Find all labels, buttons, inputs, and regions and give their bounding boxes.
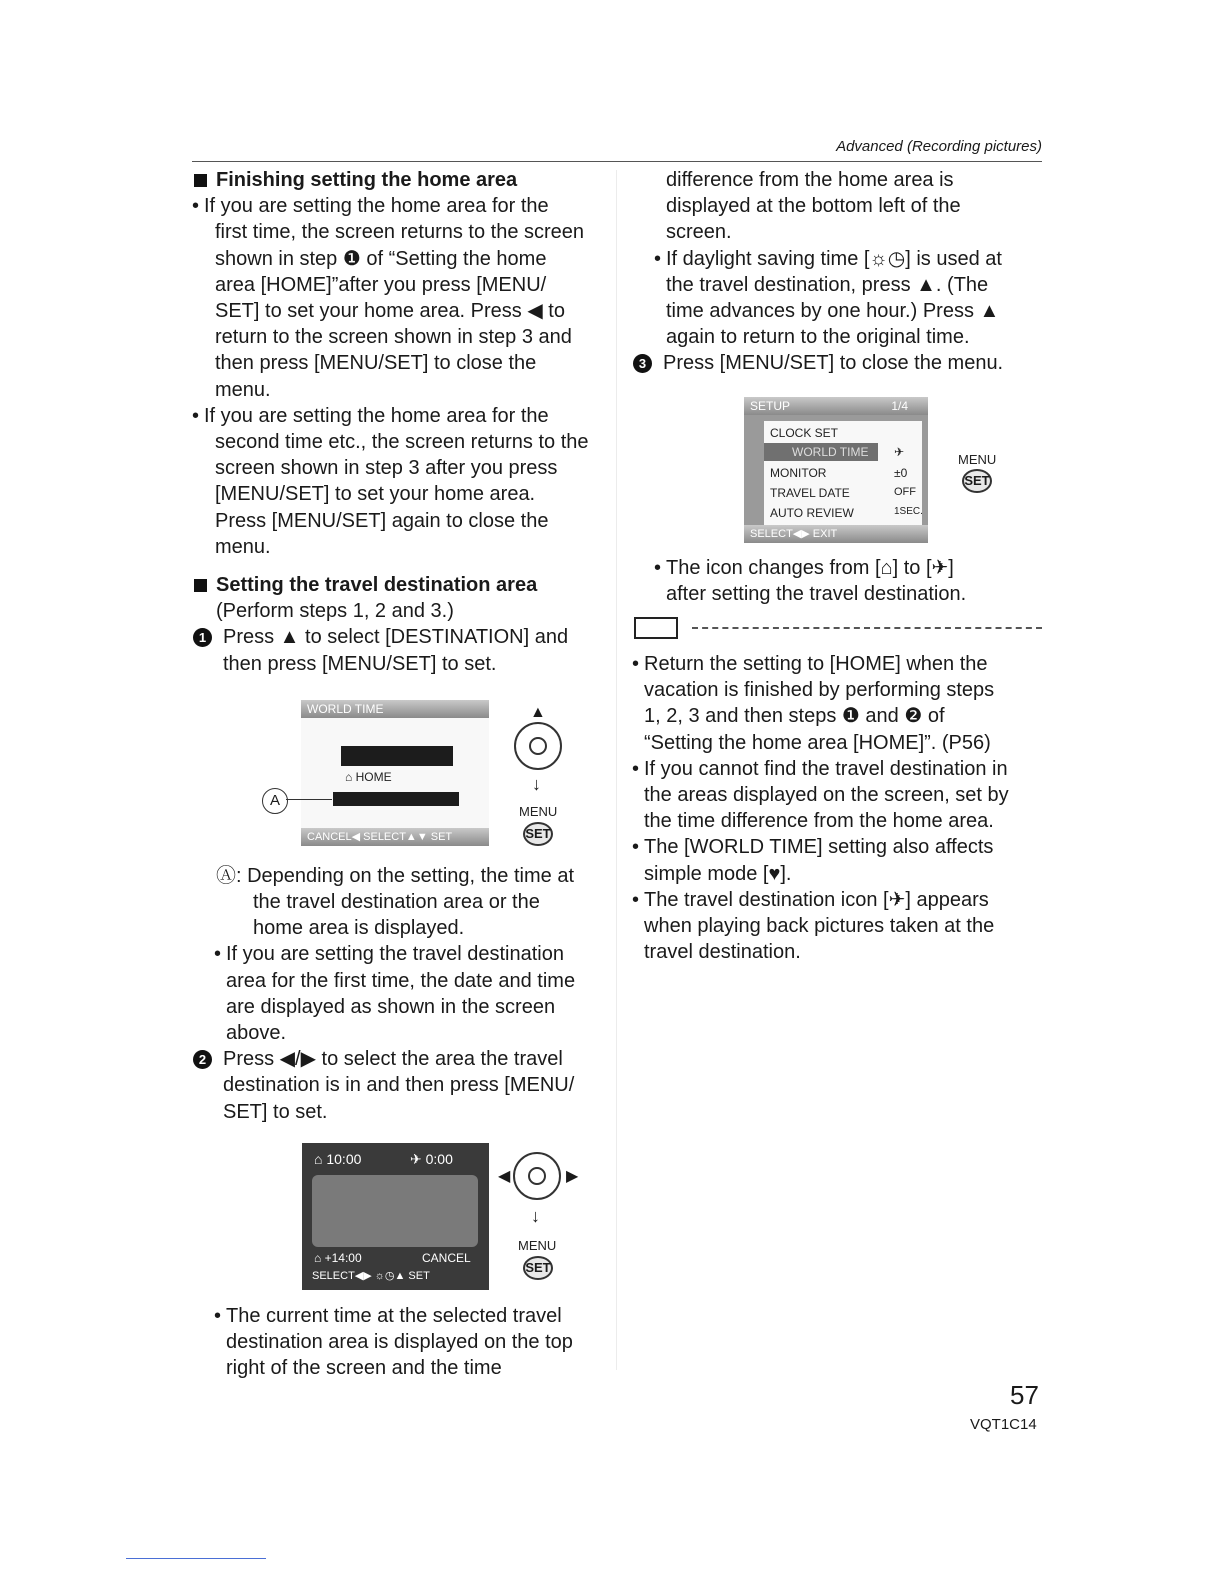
- bullet-icon-changes: • The icon changes from [⌂] to [✈] after setting the travel destination.: [654, 555, 1044, 607]
- setup-title-bar: SETUP 1/4: [744, 397, 928, 415]
- menu-label: MENU: [518, 1238, 557, 1253]
- heading-travel-destination: Setting the travel destination area: [192, 572, 604, 598]
- home-label: ⌂ HOME: [345, 770, 392, 784]
- square-bullet-icon: [194, 174, 207, 187]
- screen2-footer: SELECT◀▶ ☼◷▲ SET: [312, 1270, 430, 1282]
- callout-line: [286, 799, 332, 800]
- right-arrow-icon: ▶: [566, 1168, 579, 1185]
- document-code: VQT1C14: [970, 1416, 1037, 1433]
- memo-divider: [632, 607, 1044, 651]
- setup-item-monitor: MONITOR: [770, 466, 827, 480]
- set-button-icon: SET: [523, 1256, 553, 1280]
- step-2: 2 Press ◀/▶ to select the area the travel destination is in and then press [MENU/ SET] to set.: [192, 1046, 604, 1125]
- setup-value-travel-date: OFF: [894, 486, 916, 498]
- left-arrow-icon: ◀: [498, 1168, 511, 1185]
- setup-item-world-time: WORLD TIME: [792, 445, 869, 459]
- dashed-rule: [692, 627, 1042, 629]
- square-bullet-icon: [194, 579, 207, 592]
- step-1-number-icon: 1: [193, 628, 212, 647]
- setup-item-clock-set: CLOCK SET: [770, 426, 839, 440]
- set-button-icon: SET: [962, 469, 992, 493]
- cursor-dial-icon: [513, 1152, 561, 1200]
- down-arrow-icon: ↓: [531, 1206, 540, 1226]
- bullet-daylight-saving: • If daylight saving time [☼◷] is used at the travel destination, press ▲. (The time advances by one hour.) Press ▲ again to return to the original time.: [654, 246, 1044, 351]
- cancel-label: CANCEL: [422, 1251, 471, 1265]
- page-number: 57: [1010, 1380, 1039, 1410]
- setup-menu-screen: [744, 397, 928, 543]
- bullet-first-time: • If you are setting the home area for the first time, the screen returns to the screen shown in step ❶ of “Setting the home area [HOME]”after you press [MENU/ SET] to set your home area. Press ◀ to return to the screen shown in step 3 and then press [MENU/SET] to close the menu.: [192, 193, 604, 403]
- menu-label: MENU: [519, 804, 558, 819]
- setup-footer: SELECT◀▶ EXIT: [744, 525, 928, 543]
- setup-value-auto-review: 1SEC.: [894, 506, 923, 517]
- world-map-image: [312, 1175, 478, 1247]
- set-button-icon: SET: [523, 822, 553, 846]
- memo-icon: [634, 617, 678, 639]
- step-2-number-icon: 2: [193, 1050, 212, 1069]
- setup-value-world-time: ✈: [894, 445, 905, 459]
- heading-sub: (Perform steps 1, 2 and 3.): [216, 600, 454, 623]
- setup-value-monitor: ±0: [894, 466, 908, 480]
- bullet-first-destination: • If you are setting the travel destination area for the first time, the date and time are displayed as shown in the screen above.: [214, 941, 604, 1046]
- step-1: 1 Press ▲ to select [DESTINATION] and then press [MENU/SET] to set.: [192, 624, 604, 676]
- time-bar: [333, 792, 459, 806]
- bullet-current-time: • The current time at the selected travel destination area is displayed on the top right of the screen and the time: [214, 1303, 604, 1382]
- column-divider: [616, 170, 617, 1370]
- offset-time: ⌂ +14:00: [314, 1251, 362, 1265]
- bullet-travel-icon: • The travel destination icon [✈] appears when playing back pictures taken at the travel destination.: [632, 887, 1044, 966]
- setup-item-auto-review: AUTO REVIEW: [770, 506, 854, 520]
- top-rule: [192, 161, 1042, 162]
- screen-footer: CANCEL◀ SELECT▲▼ SET: [301, 828, 489, 846]
- section-label: Advanced (Recording pictures): [836, 138, 1042, 155]
- up-arrow-icon: ▲: [530, 704, 546, 721]
- bullet-cannot-find: • If you cannot find the travel destination in the areas displayed on the screen, set by the time difference from the home area.: [632, 756, 1044, 835]
- destination-bar: [341, 746, 453, 766]
- bullet-simple-mode: • The [WORLD TIME] setting also affects simple mode [♥].: [632, 834, 1044, 886]
- step-3-number-icon: 3: [633, 354, 652, 373]
- callout-a: A: [262, 788, 288, 814]
- step-3: 3 Press [MENU/SET] to close the menu.: [632, 350, 1044, 376]
- screen-title-bar: WORLD TIME: [301, 700, 489, 718]
- home-time: ⌂ 10:00: [314, 1151, 362, 1167]
- setup-item-travel-date: TRAVEL DATE: [770, 486, 850, 500]
- continued-text: difference from the home area is displayed at the bottom left of the screen.: [666, 169, 961, 244]
- note-a: Ⓐ: Depending on the setting, the time at the travel destination area or the home area is displayed.: [216, 864, 574, 940]
- footer-rule: [126, 1558, 266, 1559]
- bullet-return-home: • Return the setting to [HOME] when the vacation is finished by performing steps 1, 2, 3 and then steps ❶ and ❷ of “Setting the home area [HOME]”. (P56): [632, 651, 1044, 756]
- down-arrow-icon: ↓: [532, 774, 541, 794]
- bullet-second-time: • If you are setting the home area for the second time etc., the screen returns to the screen shown in step 3 after you press [MENU/SET] to set your home area. Press [MENU/SET] again to close the menu.: [192, 403, 604, 560]
- right-column: [632, 167, 1044, 965]
- screen-body: [301, 718, 489, 828]
- dest-time: ✈ 0:00: [410, 1151, 453, 1167]
- world-time-screen: [301, 700, 489, 846]
- world-map-screen: [302, 1143, 489, 1290]
- menu-label: MENU: [958, 452, 997, 467]
- heading-finishing-home-area: Finishing setting the home area: [192, 167, 604, 193]
- cursor-dial-icon: [514, 722, 562, 770]
